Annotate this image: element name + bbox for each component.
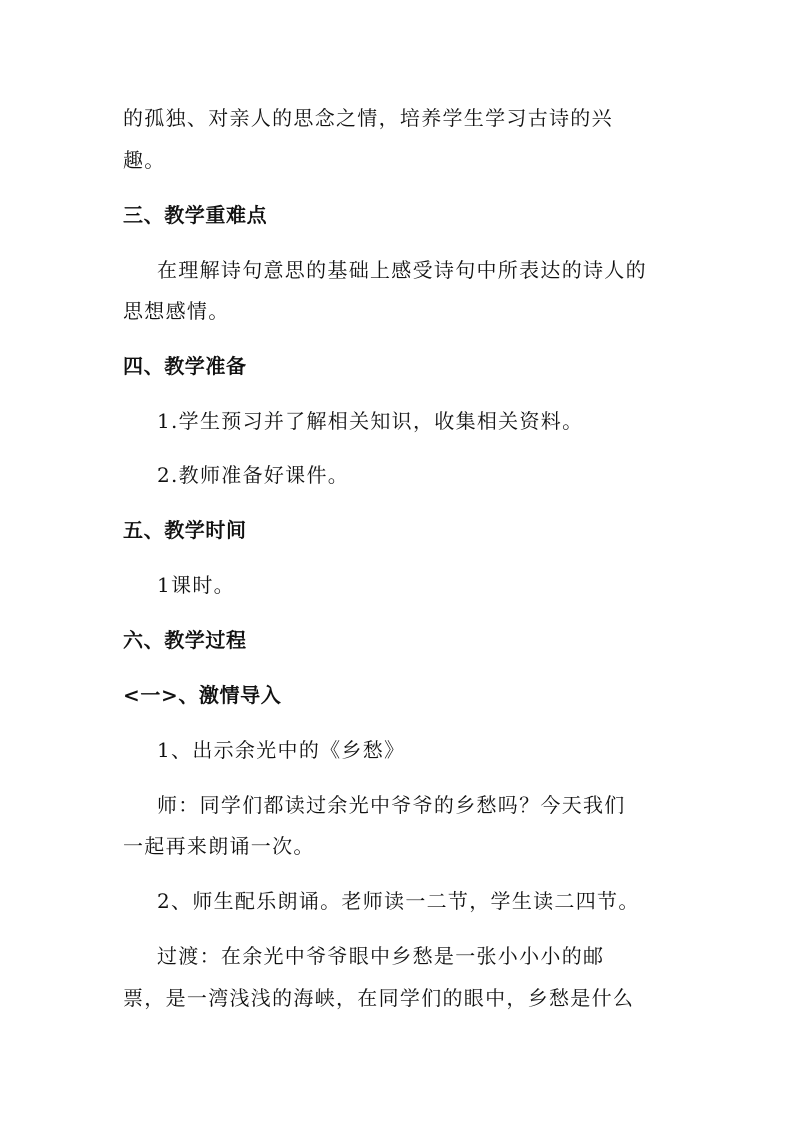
paragraph-line: 师：同学们都读过余光中爷爷的乡愁吗？今天我们 bbox=[157, 793, 626, 817]
paragraph-line: 的孤独、对亲人的思念之情，培养学生学习古诗的兴 bbox=[123, 106, 613, 130]
list-item: 2、师生配乐朗诵。老师读一二节，学生读二四节。 bbox=[157, 889, 640, 913]
section-heading: 五、教学时间 bbox=[123, 518, 247, 542]
list-item: 1、出示余光中的《乡愁》 bbox=[157, 738, 406, 762]
paragraph-line: 过渡：在余光中爷爷眼中乡愁是一张小小小的邮 bbox=[157, 944, 605, 968]
section-heading: 六、教学过程 bbox=[123, 628, 247, 652]
paragraph-line: 票，是一湾浅浅的海峡，在同学们的眼中，乡愁是什么 bbox=[123, 986, 635, 1010]
paragraph-line: 思想感情。 bbox=[123, 299, 230, 323]
paragraph-line: 趣。 bbox=[123, 148, 166, 172]
subsection-heading: <一>、激情导入 bbox=[123, 683, 282, 707]
paragraph-line: 在理解诗句意思的基础上感受诗句中所表达的诗人的 bbox=[157, 258, 647, 282]
paragraph-line: 1课时。 bbox=[157, 573, 235, 597]
list-item: 2.教师准备好课件。 bbox=[157, 463, 350, 487]
section-heading: 四、教学准备 bbox=[123, 354, 247, 378]
list-item: 1.学生预习并了解相关知识，收集相关资料。 bbox=[157, 409, 584, 433]
paragraph-line: 一起再来朗诵一次。 bbox=[123, 834, 315, 858]
section-heading: 三、教学重难点 bbox=[123, 203, 268, 227]
